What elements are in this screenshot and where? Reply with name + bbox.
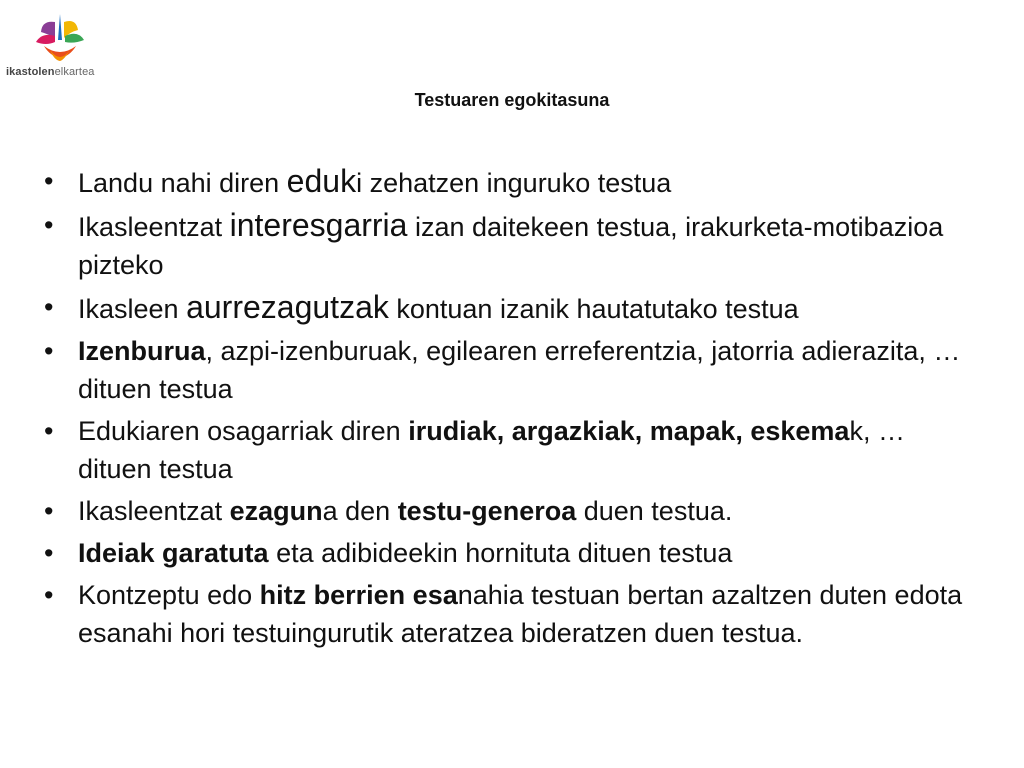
logo-text-elkartea: elkartea (54, 66, 95, 78)
bullet-item (44, 288, 974, 328)
bullet-text: Ikasleentzat (78, 496, 230, 526)
bold-text: testu-generoa (397, 496, 577, 526)
bullet-item (44, 534, 974, 572)
bullet-text: duen testua. (576, 496, 733, 526)
bullet-text: Landu nahi diren (78, 168, 287, 198)
bullet-text: Ikasleentzat (78, 212, 230, 242)
bullet-text: i zehatzen inguruko testua (356, 168, 672, 198)
bullet-item (44, 332, 974, 408)
bullet-text: Edukiaren osagarriak diren (78, 416, 409, 446)
bold-text: Izenburua (78, 336, 206, 366)
logo-wordmark (6, 66, 95, 78)
ikastolen-elkartea-logo (6, 10, 110, 80)
bold-text: irudiak, argazkiak, mapak, eskema (408, 416, 850, 446)
bold-text: Ideiak garatuta (78, 538, 269, 568)
emphasis-text: interesgarria (229, 207, 408, 243)
emphasis-text: aurrezagutzak (186, 289, 389, 325)
bullet-text: , azpi-izenburuak, egilearen erreferentzia, jatorria adierazita, … dituen testua (78, 336, 961, 404)
bullet-list (44, 162, 974, 656)
bold-text: ezagun (229, 496, 323, 526)
bullet-item (44, 162, 974, 202)
bullet-text: Ikasleen (78, 294, 187, 324)
bold-text: hitz berrien esa (259, 580, 458, 610)
bullet-text: eta adibideekin hornituta dituen testua (268, 538, 733, 568)
bullet-text: k, … dituen testua (78, 416, 905, 484)
bullet-text: izan daitekeen testua, irakurketa-motibazioa pizteko (78, 212, 944, 280)
bullet-item (44, 206, 974, 284)
logo-text-ikastolen: ikastolen (6, 66, 55, 78)
bullet-item (44, 576, 974, 652)
emphasis-text: eduk (286, 163, 357, 199)
slide-title: Testuaren egokitasuna (414, 90, 610, 110)
flower-logo-icon (34, 10, 86, 66)
bullet-text: kontuan izanik hautatutako testua (388, 294, 799, 324)
bullet-item (44, 492, 974, 530)
bullet-text: nahia testuan bertan azaltzen duten edota esanahi hori testuingurutik ateratzea bideratzen duen testua. (78, 580, 963, 648)
bullet-item (44, 412, 974, 488)
bullet-text: Kontzeptu edo (78, 580, 260, 610)
bullet-text: a den (322, 496, 398, 526)
